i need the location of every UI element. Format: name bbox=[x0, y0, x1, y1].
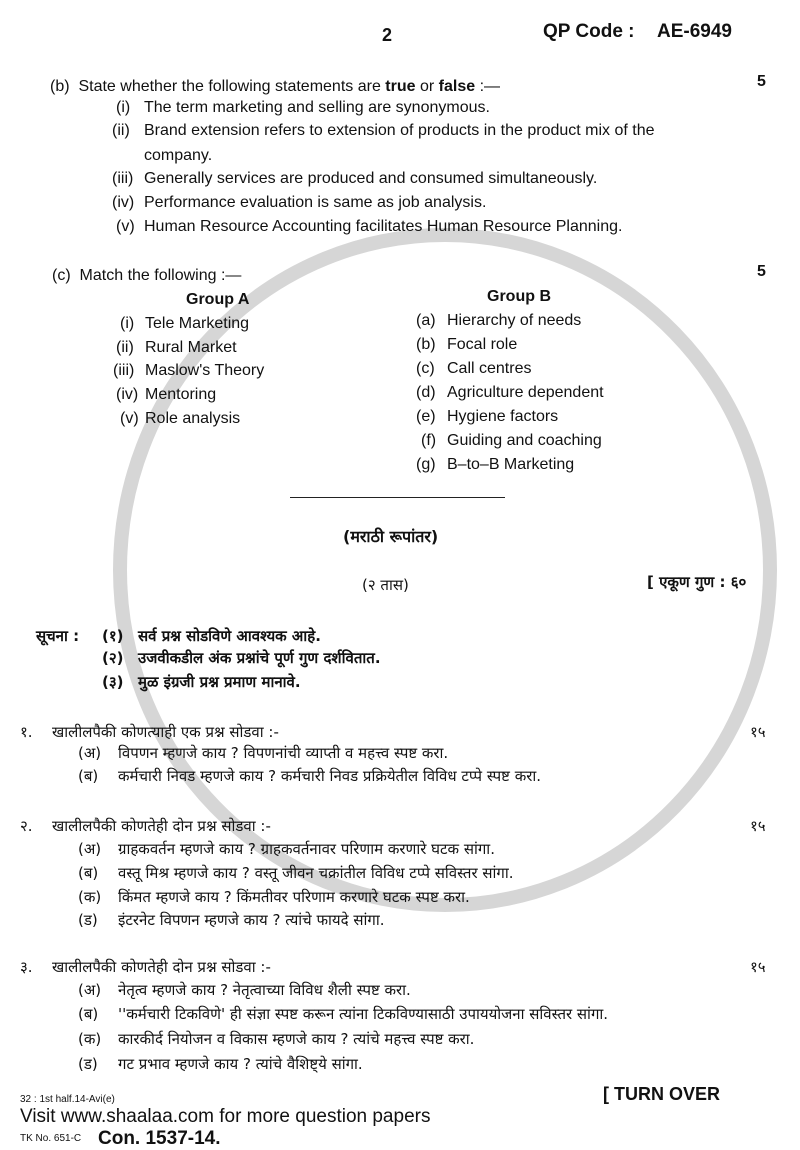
group-a-item-label: (ii) bbox=[116, 339, 134, 356]
question-marks: १५ bbox=[750, 958, 766, 976]
qp-code-label: QP Code : bbox=[543, 21, 635, 42]
sub-question-text: ग्राहकवर्तन म्हणजे काय ? ग्राहकवर्तनावर परिणाम करणारे घटक सांगा. bbox=[118, 840, 495, 858]
duration: (२ तास) bbox=[362, 576, 409, 594]
sub-question-text: गट प्रभाव म्हणजे काय ? त्यांचे वैशिष्ट्ये सांगा. bbox=[118, 1055, 363, 1073]
statement-item-text: The term marketing and selling are synonymous. bbox=[144, 99, 490, 116]
visit-link[interactable]: Visit www.shaalaa.com for more question papers bbox=[20, 1106, 431, 1127]
page-number: 2 bbox=[382, 25, 393, 45]
sub-question-text: वस्तू मिश्र म्हणजे काय ? वस्तू जीवन चक्रांतील विविध टप्पे सविस्तर सांगा. bbox=[118, 864, 514, 882]
sub-question-label: (अ) bbox=[78, 840, 102, 858]
group-b-item-text: Hygiene factors bbox=[447, 408, 559, 425]
statement-item-label: (ii) bbox=[112, 122, 130, 139]
watermark-circle bbox=[120, 235, 770, 905]
section-c-heading bbox=[52, 266, 241, 286]
statement-item-text: Human Resource Accounting facilitates Human Resource Planning. bbox=[144, 218, 623, 235]
sub-question-text: कारकीर्द नियोजन व विकास म्हणजे काय ? त्यांचे महत्त्व स्पष्ट करा. bbox=[118, 1030, 475, 1048]
marathi-title: (मराठी रूपांतर) bbox=[343, 527, 439, 546]
group-b-item-text: Call centres bbox=[447, 360, 532, 377]
note-item-text: मुळ इंग्रजी प्रश्न प्रमाण मानावे. bbox=[138, 673, 301, 691]
sub-question-text: कर्मचारी निवड म्हणजे काय ? कर्मचारी निवड प्रक्रियेतील विविध टप्पे स्पष्ट करा. bbox=[118, 767, 542, 785]
group-a-item-label: (i) bbox=[120, 315, 135, 332]
question-instruction: खालीलपैकी कोणतेही दोन प्रश्न सोडवा :- bbox=[52, 817, 271, 835]
group-b-item-text: B–to–B Marketing bbox=[447, 456, 575, 473]
con-number: Con. 1537-14. bbox=[98, 1128, 221, 1149]
group-a-item-text: Rural Market bbox=[145, 339, 237, 356]
statement-item-label: (i) bbox=[116, 99, 131, 116]
statement-item-label: (v) bbox=[116, 218, 135, 235]
group-a-item-text: Maslow's Theory bbox=[145, 362, 265, 379]
total-marks: [ एकूण गुण : ६० bbox=[647, 573, 747, 591]
sub-question-text: विपणन म्हणजे काय ? विपणनांची व्याप्ती व महत्त्व स्पष्ट करा. bbox=[118, 744, 449, 762]
section-c-label: (c) bbox=[52, 267, 71, 284]
section-b-text: State whether the following statements are bbox=[78, 78, 386, 95]
note-item-label: (२) bbox=[102, 649, 124, 667]
sub-question-text: इंटरनेट विपणन म्हणजे काय ? त्यांचे फायदे सांगा. bbox=[118, 911, 385, 929]
question-number: ३. bbox=[20, 958, 33, 976]
question-instruction: खालीलपैकी कोणतेही दोन प्रश्न सोडवा :- bbox=[52, 958, 271, 976]
group-b-item-label: (e) bbox=[416, 408, 436, 425]
statement-item-text: Brand extension refers to extension of products in the product mix of the bbox=[144, 122, 655, 139]
or-word: or bbox=[415, 78, 439, 95]
statement-item-label: (iv) bbox=[112, 194, 135, 211]
sub-question-label: (ब) bbox=[78, 864, 99, 882]
sub-question-label: (अ) bbox=[78, 981, 102, 999]
qp-code: AE-6949 bbox=[657, 21, 732, 42]
paper-code: 32 : 1st half.14-Avi(e) bbox=[20, 1094, 115, 1105]
group-b-heading: Group B bbox=[487, 288, 551, 305]
note-item-label: (३) bbox=[102, 673, 124, 691]
question-marks: १५ bbox=[750, 817, 766, 835]
section-b-heading bbox=[50, 77, 500, 97]
section-c-text: Match the following :— bbox=[79, 267, 242, 284]
question-marks: १५ bbox=[750, 723, 766, 741]
group-a-item-text: Mentoring bbox=[145, 386, 217, 403]
group-a-item-text: Role analysis bbox=[145, 410, 241, 427]
group-b-item-label: (a) bbox=[416, 312, 436, 329]
sub-question-text: ''कर्मचारी टिकविणे' ही संज्ञा स्पष्ट करून त्यांना टिकविण्यासाठी उपाययोजना सविस्तर सांगा. bbox=[118, 1005, 609, 1023]
note-item-label: (१) bbox=[102, 627, 124, 645]
section-b-suffix: :— bbox=[475, 78, 501, 95]
divider bbox=[290, 497, 505, 498]
section-b-marks: 5 bbox=[757, 73, 766, 90]
group-b-item-label: (g) bbox=[416, 456, 436, 473]
group-b-item-label: (c) bbox=[416, 360, 435, 377]
group-a-item-label: (v) bbox=[120, 410, 139, 427]
section-b-label: (b) bbox=[50, 78, 70, 95]
sub-question-label: (ब) bbox=[78, 767, 99, 785]
group-a-heading: Group A bbox=[186, 291, 250, 308]
true-word: true bbox=[385, 78, 416, 95]
sub-question-label: (ब) bbox=[78, 1005, 99, 1023]
question-number: १. bbox=[20, 723, 33, 741]
sub-question-text: नेतृत्व म्हणजे काय ? नेतृत्वाच्या विविध शैली स्पष्ट करा. bbox=[118, 981, 411, 999]
note-label: सूचना : bbox=[36, 627, 80, 645]
group-a-item-label: (iii) bbox=[113, 362, 135, 379]
sub-question-label: (अ) bbox=[78, 744, 102, 762]
question-number: २. bbox=[20, 817, 33, 835]
sub-question-label: (क) bbox=[78, 888, 102, 906]
group-b-item-text: Guiding and coaching bbox=[447, 432, 602, 449]
turn-over: [ TURN OVER bbox=[603, 1084, 720, 1104]
sub-question-label: (क) bbox=[78, 1030, 102, 1048]
group-b-item-text: Focal role bbox=[447, 336, 518, 353]
statement-item-text: company. bbox=[144, 147, 213, 164]
note-item-text: सर्व प्रश्न सोडविणे आवश्यक आहे. bbox=[138, 627, 321, 645]
sub-question-label: (ड) bbox=[78, 1055, 98, 1073]
group-a-item-label: (iv) bbox=[116, 386, 139, 403]
note-item-text: उजवीकडील अंक प्रश्नांचे पूर्ण गुण दर्शवितात. bbox=[138, 649, 381, 667]
statement-item-label: (iii) bbox=[112, 170, 134, 187]
false-word: false bbox=[438, 78, 476, 95]
sub-question-text: किंमत म्हणजे काय ? किंमतीवर परिणाम करणारे घटक स्पष्ट करा. bbox=[118, 888, 470, 906]
group-b-item-label: (b) bbox=[416, 336, 436, 353]
group-b-item-label: (f) bbox=[421, 432, 437, 449]
group-a-item-text: Tele Marketing bbox=[145, 315, 250, 332]
tk-number: TK No. 651-C bbox=[20, 1133, 82, 1144]
statement-item-text: Performance evaluation is same as job analysis. bbox=[144, 194, 487, 211]
question-instruction: खालीलपैकी कोणत्याही एक प्रश्न सोडवा :- bbox=[52, 723, 279, 741]
sub-question-label: (ड) bbox=[78, 911, 98, 929]
section-c-marks: 5 bbox=[757, 263, 766, 280]
group-b-item-label: (d) bbox=[416, 384, 436, 401]
statement-item-text: Generally services are produced and consumed simultaneously. bbox=[144, 170, 598, 187]
group-b-item-text: Hierarchy of needs bbox=[447, 312, 582, 329]
group-b-item-text: Agriculture dependent bbox=[447, 384, 604, 401]
